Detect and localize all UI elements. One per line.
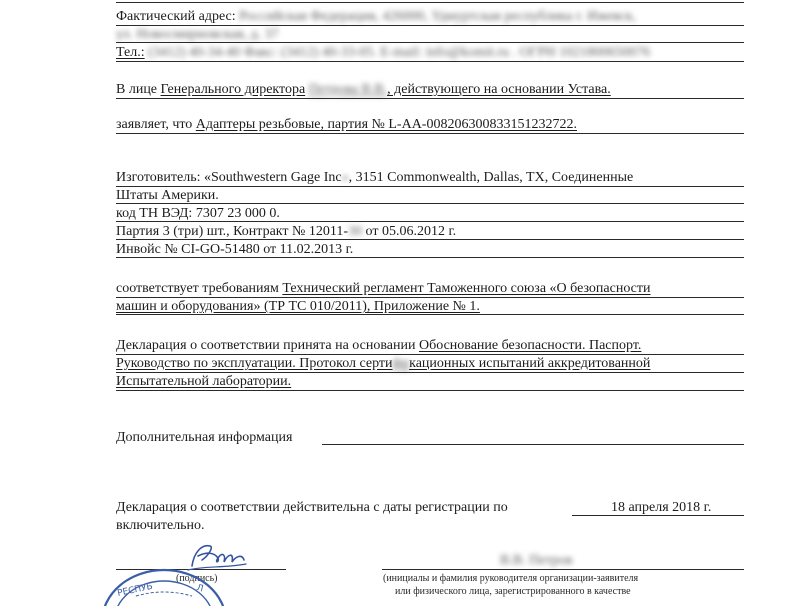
address-rule	[116, 25, 744, 26]
basis-link: Обоснование безопасности. Паспорт.	[418, 338, 642, 353]
svg-text:Л: Л	[195, 583, 205, 595]
compliance-rule-1	[116, 297, 744, 298]
validity-line	[116, 500, 508, 516]
basis-line2-a: Руководство по эксплуатации. Протокол серти	[116, 356, 393, 371]
batch-prefix: Партия 3 (три) шт., Контракт № 12011-	[116, 224, 349, 239]
compliance-line-2	[116, 299, 480, 315]
manufacturer-line-2	[116, 188, 219, 204]
address-line	[116, 9, 636, 25]
hs-code-rule	[116, 221, 744, 222]
representative-suffix: , действующего на основании Устава.	[387, 82, 611, 97]
compliance-prefix: соответствует требованиям	[116, 281, 279, 296]
declares-line	[116, 117, 577, 133]
declares-prefix: заявляет, что	[116, 117, 193, 132]
representative-line	[116, 82, 611, 98]
seal-stamp	[96, 566, 226, 606]
contacts-line	[116, 45, 650, 61]
address-rule-2	[116, 42, 744, 43]
representative-prefix: В лице	[116, 82, 158, 97]
address-blurred: Российская Федерация, 426000, Удмуртская республика г. Ижевск,	[239, 9, 636, 24]
validity-date: 18 апреля 2018 г.	[611, 500, 712, 515]
manufacturer-blurred: »	[341, 170, 349, 185]
hs-code-line	[116, 206, 280, 222]
batch-blurred: 30	[348, 224, 363, 239]
basis-line-2	[116, 356, 650, 372]
validity-line-2	[116, 518, 205, 534]
manufacturer-line-1	[116, 170, 633, 186]
hs-code: код ТН ВЭД: 7307 23 000 0.	[116, 206, 280, 221]
address-label: Фактический адрес:	[116, 9, 236, 24]
basis-rule-3	[116, 390, 744, 391]
representative-position: Генерального директора	[160, 82, 306, 97]
batch-suffix: от 05.06.2012 г.	[362, 224, 457, 239]
basis-rule-2	[116, 372, 744, 373]
invoice-line	[116, 242, 353, 258]
name-rule	[382, 569, 744, 570]
svg-text:РЕСПУБ: РЕСПУБ	[116, 581, 154, 599]
contacts-rule	[116, 61, 744, 62]
basis-rule-1	[116, 354, 744, 355]
validity-date-rule	[572, 515, 744, 516]
compliance-regulation-2: машин и оборудования» (ТР ТС 010/2011), Приложение № 1.	[116, 299, 480, 314]
representative-rule	[116, 98, 744, 99]
compliance-regulation: Технический регламент Таможенного союза «О безопасности	[282, 281, 651, 296]
manufacturer-rule-1	[116, 186, 744, 187]
manufacturer-rule-2	[116, 203, 744, 204]
manufacturer-prefix: Изготовитель: «Southwestern Gage Inc	[116, 170, 342, 185]
basis-line-1	[116, 338, 641, 354]
manufacturer-suffix: , 3151 Commonwealth, Dallas, TX, Соединенные	[348, 170, 634, 185]
invoice-rule	[116, 257, 744, 258]
contacts-blurred: Факс: (3412) 40-33-05. E-mail: info@komit.ru . ОГРН 1021800650076	[243, 45, 651, 60]
signature-caption: (подпись)	[176, 573, 218, 584]
basis-prefix: Декларация о соответствии принята на основании	[116, 338, 416, 353]
additional-line	[116, 430, 292, 446]
compliance-line-1	[116, 281, 651, 297]
declares-rule	[116, 133, 744, 134]
validity-inclusive: включительно.	[116, 518, 205, 533]
tel-value: (3412) 40-34-40	[148, 45, 241, 60]
additional-label: Дополнительная информация	[116, 430, 293, 445]
invoice: Инвойс № CI-GO-51480 от 11.02.2013 г.	[116, 242, 354, 257]
validity-prefix: Декларация о соответствии действительна с даты регистрации по	[116, 500, 508, 515]
address-line-2	[116, 27, 279, 43]
address-line2-blurred: ул. Новосмирновская, д. 37	[116, 27, 279, 42]
basis-line2-blurred: фи	[392, 356, 410, 371]
tel-label: Тел.:	[116, 45, 145, 60]
additional-rule	[322, 444, 744, 445]
batch-rule	[116, 239, 744, 240]
director-name-blurred: В.В. Петров	[500, 553, 573, 568]
top-rule	[116, 2, 744, 3]
batch-line	[116, 224, 456, 240]
basis-line-3	[116, 374, 291, 390]
initials-caption-2: или физического лица, зарегистрированного в качестве	[395, 586, 631, 597]
basis-line3: Испытательной лаборатории.	[116, 374, 292, 389]
compliance-rule-2	[116, 314, 744, 315]
initials-caption-1: (инициалы и фамилия руководителя организации-заявителя	[383, 573, 639, 584]
representative-name: Петрова В.В.	[308, 82, 388, 97]
basis-line2-b: кационных испытаний аккредитованной	[409, 356, 651, 371]
declares-product: Адаптеры резьбовые, партия № L-AA-008206300833151232722.	[195, 117, 577, 132]
manufacturer-country: Штаты Америки.	[116, 188, 219, 203]
